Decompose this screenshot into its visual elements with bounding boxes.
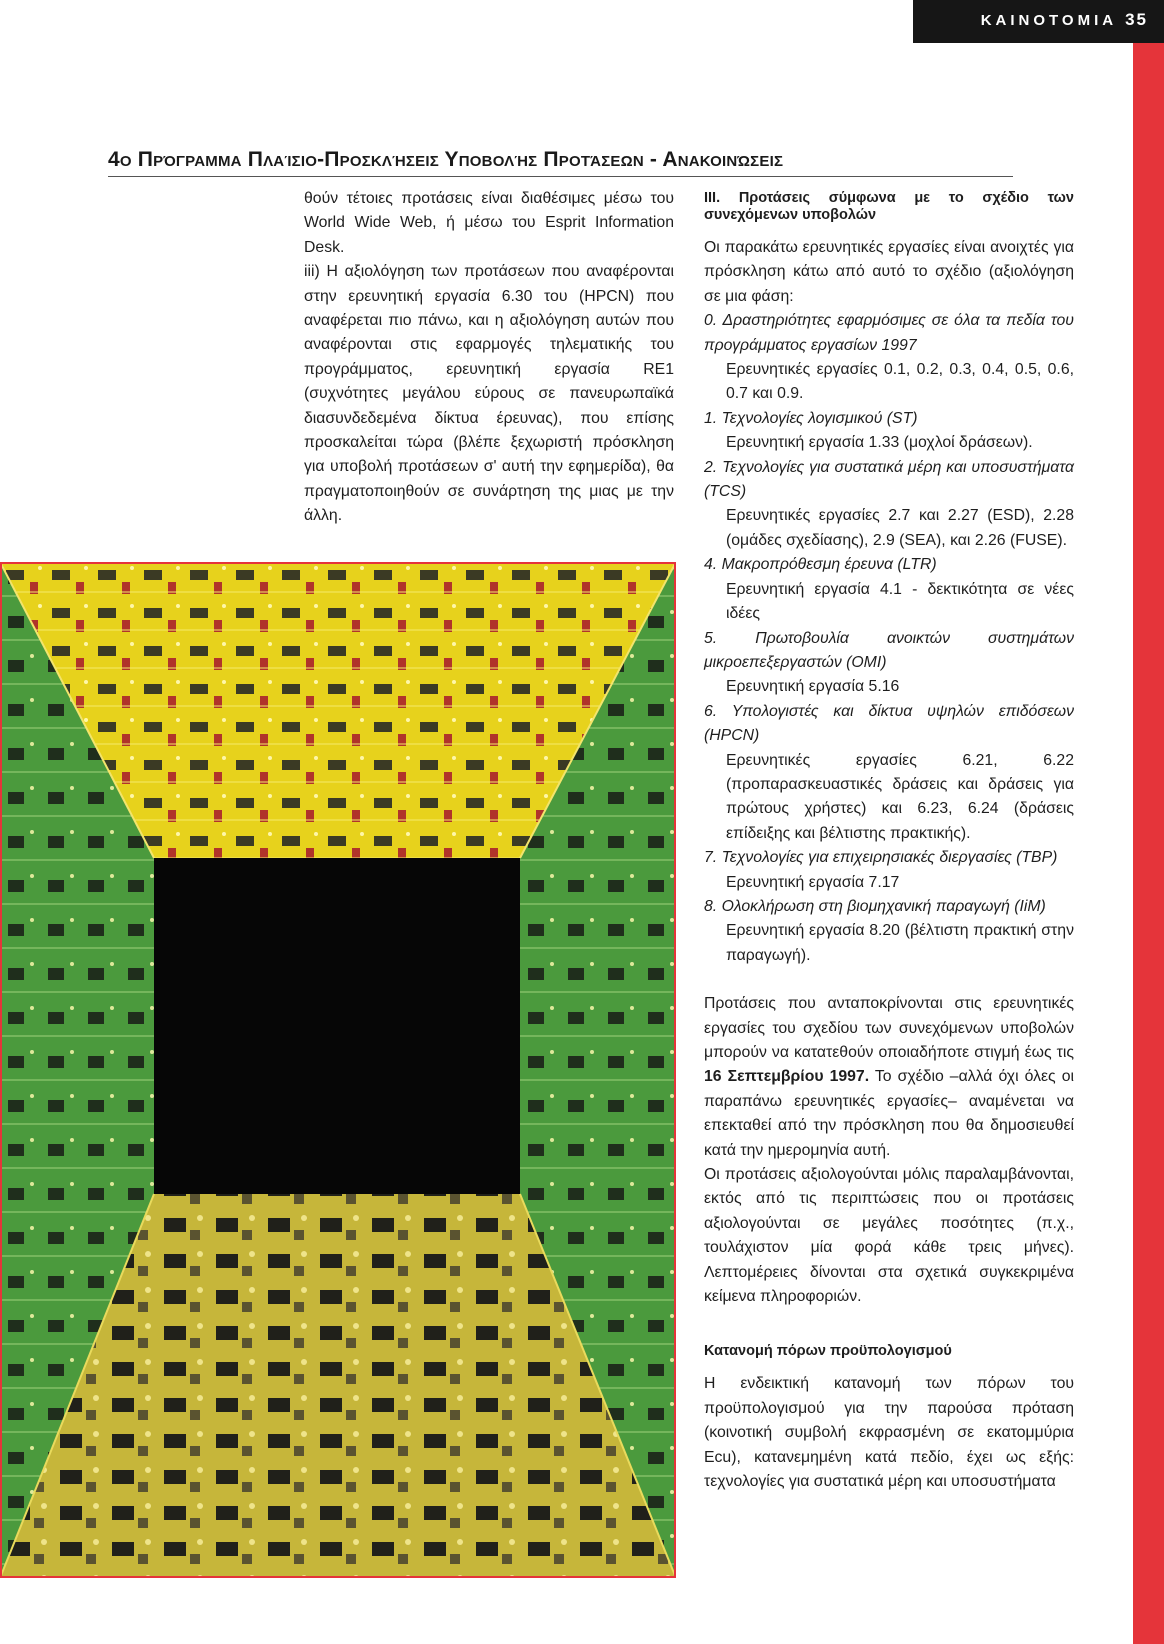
list-item-detail: Ερευνητική εργασία 4.1 - δεκτικότητα σε νέες ιδέες <box>726 580 1074 623</box>
list-item-title: 0. Δραστηριότητες εφαρμόσιμες σε όλα τα πεδία του προγράμματος εργασίων 1997 <box>704 312 1074 354</box>
title-rule <box>108 176 1013 177</box>
spacer <box>704 968 1074 992</box>
list-item-title: 6. Υπολογιστές και δίκτυα υψηλών επιδόσεων (HPCN) <box>704 702 1074 745</box>
running-header <box>913 0 1164 43</box>
list-item-title: 7. Τεχνολογίες για επιχειρησιακές διεργασίες (TBP) <box>704 849 1058 867</box>
paragraph: Οι προτάσεις αξιολογούνται μόλις παραλαμβάνονται, εκτός από τις περιπτώσεις που οι προτάσεις αξιολογούνται σε μεγάλες ποσότητες (π.χ., τουλάχιστον μία φορά κάθε τρεις μήνες). Λεπτομέρειες δίνονται στα σχετικά συγκεκριμένα κείμενα πληροφοριών. <box>704 1166 1074 1306</box>
list-item-detail: Ερευνητικές εργασίες 2.7 και 2.27 (ESD), 2.28 (ομάδες σχεδίασης), 2.9 (SEA), και 2.26 (FUSE). <box>726 507 1074 549</box>
magazine-section-name: ΚΑΙΝΟΤΟΜΙΑ <box>980 12 1118 29</box>
list-item-detail: Ερευνητική εργασία 1.33 (μοχλοί δράσεων). <box>726 434 1033 452</box>
paragraph: Η ενδεικτική κατανομή των πόρων του προϋπολογισμού για την παρούσα πρόταση (κοινοτική συμβολή εκφρασμένη σε εκατομμύρια Ecu), κατανεμημένη κατά πεδίο, έχει ως εξής: τεχνολογίες για συστατικά μέρη και υποσυστήματα <box>704 1375 1074 1491</box>
budget-heading: Κατανομή πόρων προϋπολογισμού <box>704 1343 952 1360</box>
deadline-date: 16 Σεπτεμβρίου 1997. <box>704 1068 870 1086</box>
right-text-column <box>704 190 1074 1495</box>
paragraph: θούν τέτοιες προτάσεις είναι διαθέσιμες μέσω του World Wide Web, ή μέσω του Esprit Information Desk. <box>304 190 674 256</box>
list-item-title: 4. Μακροπρόθεσμη έρευνα (LTR) <box>704 556 937 574</box>
list-item-detail: Ερευνητική εργασία 7.17 <box>726 873 900 891</box>
list-item-title: 8. Ολοκλήρωση στη βιομηχανική παραγωγή (IiM) <box>704 897 1046 915</box>
paragraph: Προτάσεις που ανταποκρίνονται στις ερευνητικές εργασίες του σχεδίου των συνεχόμενων υποβολών μπορούν να κατατεθούν οποιαδήποτε στιγμή έως τις 16 Σεπτεμβρίου 1997. Το σχέδιο –αλλά όχι όλες οι παραπάνω ερευνητικές εργασίες– αναμένεται να επεκταθεί από την πρόσκληση που θα δημοσιευθεί κατά την ημερομηνία αυτή. <box>704 995 1075 1159</box>
subheading: III. Προτάσεις σύμφωνα με το σχέδιο των συνεχόμενων υποβολών <box>704 190 1074 223</box>
page-number: 35 <box>1125 10 1148 29</box>
page-edge-red-bar <box>1133 43 1164 1644</box>
list-item-detail: Ερευνητική εργασία 8.20 (βέλτιστη πρακτική στην παραγωγή). <box>726 922 1074 964</box>
spacer <box>704 1309 1074 1343</box>
list-item-detail: Ερευνητικές εργασίες 6.21, 6.22 (προπαρασκευαστικές δράσεις και δράσεις για πρώτους χρήστες) και 6.23, 6.24 (δράσεις επίδειξης και βέλτιστης πρακτικής). <box>726 751 1074 842</box>
list-item-detail: Ερευνητική εργασία 5.16 <box>726 678 900 696</box>
circuit-board-cube-photo <box>0 562 676 1578</box>
left-text-column <box>304 187 674 529</box>
list-item-detail: Ερευνητικές εργασίες 0.1, 0.2, 0.3, 0.4, 0.5, 0.6, 0.7 και 0.9. <box>726 361 1074 403</box>
list-item-title: 2. Τεχνολογίες για συστατικά μέρη και υποσυστήματα (TCS) <box>704 458 1074 501</box>
list-item-title: 5. Πρωτοβουλία ανοικτών συστημάτων μικροεπεξεργαστών (OMI) <box>704 629 1074 671</box>
list-item-title: 1. Τεχνολογίες λογισμικού (ST) <box>704 409 918 427</box>
paragraph: iii) Η αξιολόγηση των προτάσεων που αναφέρονται στην ερευνητική εργασία 6.30 του (HPCN) που αναφέρεται πιο πάνω, και η αξιολόγηση αυτών που αναφέρονται στις εφαρμογές τηλεματικής του προγράμματος, ερευνητική εργασία RE1 (συχνότητες μεγάλου εύρους σε πανευρωπαϊκά διασυνδεδεμένα δίκτυα έρευνας), που επίσης προσκαλείται τώρα (βλέπε ξεχωριστή πρόσκληση για υποβολή προτάσεων σ' αυτή την εφημερίδα), θα πραγματοποιηθούν σε συνάρτηση της μιας με την άλλη. <box>304 263 674 525</box>
paragraph: Οι παρακάτω ερευνητικές εργασίες είναι ανοιχτές για πρόσκληση κάτω από αυτό το σχέδιο (αξιολόγηση σε μια φάση: <box>704 239 1074 305</box>
section-title: 4ο Πρόγραμμα Πλαίσιο-Προσκλήσεις Υποβολής Προτάσεων - Ανακοινώσεις <box>108 148 784 171</box>
